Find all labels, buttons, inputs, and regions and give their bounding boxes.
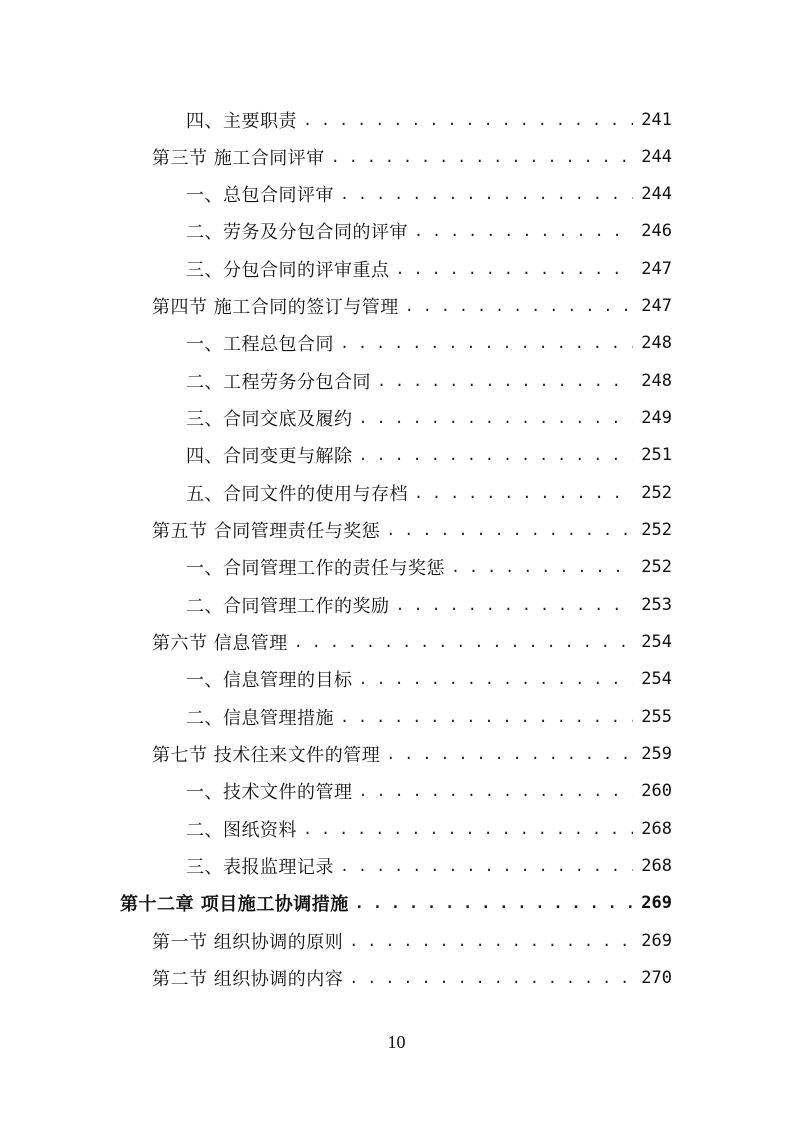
page-number: 10 xyxy=(387,1032,406,1052)
toc-entry[interactable] xyxy=(152,963,672,993)
toc-entry[interactable] xyxy=(186,478,672,508)
toc-chapter-entry[interactable] xyxy=(120,888,672,918)
dot-leader xyxy=(377,366,633,396)
toc-entry[interactable] xyxy=(186,702,672,732)
toc-entry-page: 248 xyxy=(641,371,672,391)
toc-entry-page: 244 xyxy=(641,184,672,204)
toc-entry[interactable] xyxy=(152,739,672,769)
toc-entry-label: 三、表报监理记录 xyxy=(186,857,334,878)
toc-entry[interactable] xyxy=(186,851,672,881)
toc-entry-label: 一、总包合同评审 xyxy=(186,185,334,206)
toc-entry-label: 第五节 合同管理责任与奖惩 xyxy=(152,521,381,542)
toc-entry[interactable] xyxy=(186,179,672,209)
toc-entry-label: 一、技术文件的管理 xyxy=(186,782,353,803)
toc-entry-label: 四、主要职责 xyxy=(186,111,297,132)
toc-entry-label: 第二节 组织协调的内容 xyxy=(152,969,344,990)
dot-leader xyxy=(451,552,633,582)
toc-entry-page: 254 xyxy=(641,669,672,689)
toc-entry-page: 244 xyxy=(641,147,672,167)
toc-entry-page: 255 xyxy=(641,707,672,727)
toc-entry-label: 二、劳务及分包合同的评审 xyxy=(186,222,408,243)
toc-entry-label: 第一节 组织协调的原则 xyxy=(152,932,344,953)
dot-leader xyxy=(303,814,633,844)
dot-leader xyxy=(355,888,634,918)
toc-entry-label: 第七节 技术往来文件的管理 xyxy=(152,745,381,766)
dot-leader xyxy=(340,328,633,358)
dot-leader xyxy=(396,254,634,284)
toc-entry-label: 二、信息管理措施 xyxy=(186,708,334,729)
dot-leader xyxy=(405,291,634,321)
dot-leader xyxy=(331,142,634,172)
toc-entry-page: 248 xyxy=(641,333,672,353)
toc-entry-label: 第十二章 项目施工协调措施 xyxy=(120,894,349,915)
toc-entry-label: 第三节 施工合同评审 xyxy=(152,148,325,169)
dot-leader xyxy=(303,105,633,135)
toc-entry-page: 268 xyxy=(641,819,672,839)
toc-entry-page: 247 xyxy=(641,259,672,279)
dot-leader xyxy=(340,179,633,209)
dot-leader xyxy=(359,664,634,694)
toc-entry[interactable] xyxy=(186,366,672,396)
toc-entry[interactable] xyxy=(186,254,672,284)
toc-entry-page: 269 xyxy=(641,931,672,951)
toc-entry-label: 五、合同文件的使用与存档 xyxy=(186,484,408,505)
toc-entry-page: 260 xyxy=(641,781,672,801)
toc-entry[interactable] xyxy=(152,142,672,172)
toc-entry-label: 四、合同变更与解除 xyxy=(186,446,353,467)
toc-entry[interactable] xyxy=(186,552,672,582)
toc-entry-page: 254 xyxy=(641,632,672,652)
dot-leader xyxy=(386,515,633,545)
toc-entry-label: 一、工程总包合同 xyxy=(186,334,334,355)
dot-leader xyxy=(349,926,633,956)
toc-entry[interactable] xyxy=(186,216,672,246)
dot-leader xyxy=(340,851,633,881)
toc-entry-page: 251 xyxy=(641,445,672,465)
toc-entry-label: 二、图纸资料 xyxy=(186,820,297,841)
toc-entry-page: 252 xyxy=(641,557,672,577)
dot-leader xyxy=(349,963,633,993)
toc-entry[interactable] xyxy=(152,926,672,956)
toc-entry-label: 第六节 信息管理 xyxy=(152,633,288,654)
toc-entry-page: 241 xyxy=(641,110,672,130)
dot-leader xyxy=(359,440,634,470)
toc-entry[interactable] xyxy=(152,515,672,545)
dot-leader xyxy=(359,776,634,806)
toc-entry-label: 二、合同管理工作的奖励 xyxy=(186,596,390,617)
toc-entry-label: 三、分包合同的评审重点 xyxy=(186,260,390,281)
toc-entry-label: 第四节 施工合同的签订与管理 xyxy=(152,297,399,318)
toc-entry-page: 270 xyxy=(641,968,672,988)
toc-entry[interactable] xyxy=(186,664,672,694)
toc-entry-page: 253 xyxy=(641,595,672,615)
dot-leader xyxy=(414,478,633,508)
toc-entry-label: 三、合同交底及履约 xyxy=(186,409,353,430)
toc-entry-label: 二、工程劳务分包合同 xyxy=(186,372,371,393)
toc-entry-page: 249 xyxy=(641,408,672,428)
toc-entry[interactable] xyxy=(186,403,672,433)
toc-entry-label: 一、合同管理工作的责任与奖惩 xyxy=(186,558,445,579)
dot-leader xyxy=(294,627,634,657)
toc-entry-page: 259 xyxy=(641,744,672,764)
toc-entry[interactable] xyxy=(186,814,672,844)
dot-leader xyxy=(340,702,633,732)
toc-entry-page: 252 xyxy=(641,520,672,540)
toc-entry-page: 269 xyxy=(641,893,672,913)
toc-entry[interactable] xyxy=(186,105,672,135)
dot-leader xyxy=(414,216,633,246)
toc-entry[interactable] xyxy=(186,328,672,358)
toc-entry[interactable] xyxy=(186,590,672,620)
toc-entry-page: 268 xyxy=(641,856,672,876)
dot-leader xyxy=(386,739,633,769)
dot-leader xyxy=(359,403,634,433)
toc-entry-page: 252 xyxy=(641,483,672,503)
toc-entry-page: 246 xyxy=(641,221,672,241)
toc-entry[interactable] xyxy=(152,627,672,657)
toc-entry-page: 247 xyxy=(641,296,672,316)
dot-leader xyxy=(396,590,634,620)
toc-entry[interactable] xyxy=(152,291,672,321)
toc-entry[interactable] xyxy=(186,440,672,470)
toc-entry[interactable] xyxy=(186,776,672,806)
toc-entry-label: 一、信息管理的目标 xyxy=(186,670,353,691)
